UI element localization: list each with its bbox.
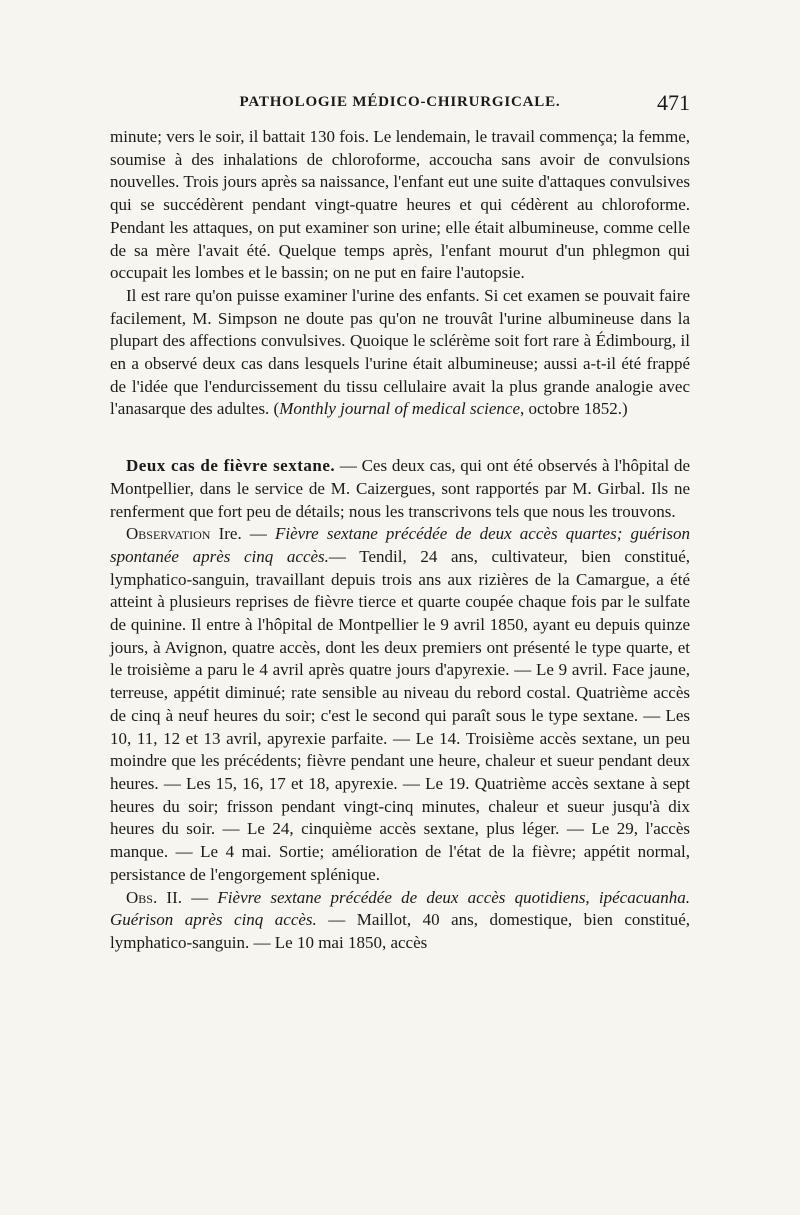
observation-1-label: Observation [126, 524, 211, 544]
journal-title: Monthly journal of medical science [279, 399, 521, 419]
citation-date: , octobre 1852.) [520, 399, 628, 419]
observation-2-title: Fièvre sextane précédée de deux accès quotidiens, ipécacuanha. Guérison après cinq accès. [110, 887, 691, 930]
page-number: 471 [657, 90, 690, 115]
observation-1-number: Ire. — [210, 524, 275, 544]
observation-1-title: Fièvre sextane précédée de deux accès quartes; guérison spontanée après cinq accès. [110, 524, 690, 566]
section-title: Deux cas de fièvre sextane. [126, 456, 336, 476]
paragraph-simpson [110, 285, 690, 421]
observation-1 [110, 523, 690, 886]
observation-2-text: — Maillot, 40 ans, domestique, bien constitué, lymphatico-sanguin. — Le 10 mai 1850, accès [110, 910, 690, 952]
page-header [110, 90, 690, 122]
running-title: PATHOLOGIE MÉDICO-CHIRURGICALE. [239, 94, 561, 110]
section-fievre-sextane [110, 455, 690, 523]
paragraph-continuation: minute; vers le soir, il battait 130 fois. Le lendemain, le travail commença; la femme, soumise à des inhalations de chloroforme, accoucha sans avoir de convulsions nouvelles. Trois jours après sa naissance, l'enfant eut une suite d'attaques convulsives qui se succédèrent pendant vingt-quatre heures et qui cédèrent au chloroforme. Pendant les attaques, on put examiner son urine; elle était albumineuse, comme celle de sa mère l'avait été. Quelque temps après, l'enfant mourut d'un phlegmon qui occupait les lombes et le bassin; on ne put en faire l'autopsie. [110, 127, 690, 283]
section-intro-text: — Ces deux cas, qui ont été observés à l'hôpital de Montpellier, dans le service de M. Caizergues, sont rapportés par M. Girbal. Ils ne renferment que fort peu de détails; nous les transcrivons tels que nous les trouvons. [110, 456, 690, 521]
section-gap [110, 421, 690, 455]
body-text [110, 126, 690, 955]
paragraph-simpson-text: Il est rare qu'on puisse examiner l'urine des enfants. Si cet examen se pouvait faire facilement, M. Simpson ne doute pas qu'on ne trouvât l'urine albumineuse dans la plupart des affections convulsives. Quoique le sclérème soit fort rare à Édimbourg, il en a observé deux cas dans lesquels l'urine était albumineuse; aussi a-t-il été frappé de l'idée que l'endurcissement du tissu cellulaire avait la plus grande analogie avec l'anasarque des adultes. ( [110, 285, 690, 419]
observation-2-number: II. — [157, 887, 218, 907]
observation-2-label: Obs. [126, 887, 158, 907]
observation-2 [110, 887, 690, 955]
observation-1-text: — Tendil, 24 ans, cultivateur, bien constitué, lymphatico-sanguin, travaillant depuis trois ans aux rizières de la Camargue, a été atteint à plusieurs reprises de fièvre tierce et quarte coupée chaque fois par le sulfate de quinine. Il entre à l'hôpital de Montpellier le 9 avril 1850, ayant eu depuis quinze jours, à Avignon, quatre accès, dont les deux premiers ont présenté le type quarte, et le troisième a paru le 4 avril après quatre jours d'apyrexie. — Le 9 avril. Face jaune, terreuse, appétit diminué; rate sensible au niveau du rebord costal. Quatrième accès de cinq à neuf heures du soir; c'est le second qui paraît sous le type sextane. — Les 10, 11, 12 et 13 avril, apyrexie parfaite. — Le 14. Troisième accès sextane, un peu moindre que les précédents; fièvre pendant une heure, chaleur et sueur pendant deux heures. — Les 15, 16, 17 et 18, apyrexie. — Le 19. Quatrième accès sextane à sept heures du soir; frisson pendant vingt-cinq minutes, chaleur et sueur jusqu'à dix heures du soir. — Le 24, cinquième accès sextane, plus léger. — Le 29, l'accès manque. — Le 4 mai. Sortie; amélioration de l'état de la fièvre; appétit normal, persistance de l'engorgement splénique. [110, 546, 690, 884]
